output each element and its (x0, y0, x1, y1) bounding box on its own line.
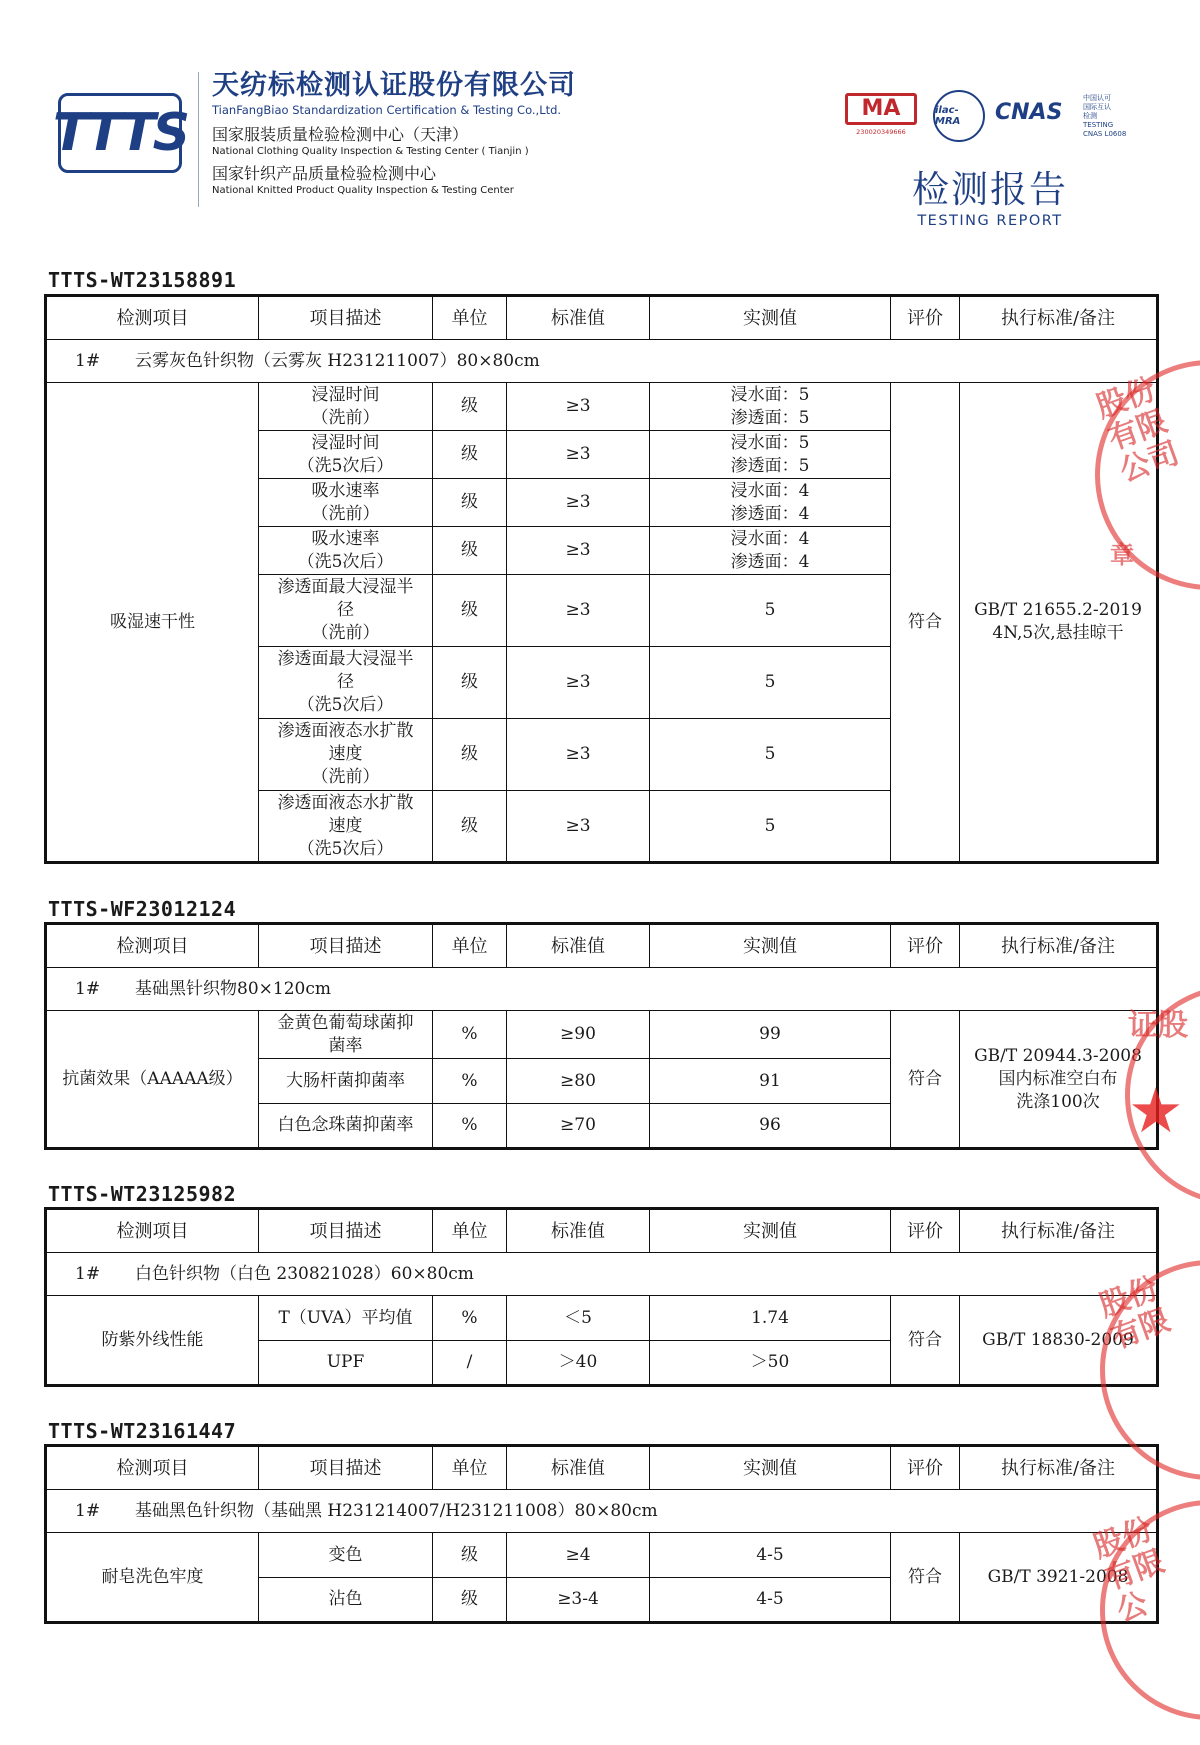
col-header-unit: 单位 (433, 924, 507, 968)
measured-value-cell: 99 (650, 1011, 891, 1059)
center2-name-en: National Knitted Product Quality Inspection & Testing Center (212, 185, 514, 196)
report-number: TTTS-WT23125982 (48, 1182, 237, 1206)
item-description: 浸湿时间 （洗前） (259, 383, 433, 431)
cnas-sub-line: CNAS L0608 (1083, 130, 1127, 138)
measured-value-cell: 浸水面：5 渗透面：5 (650, 431, 891, 479)
col-header-unit: 单位 (433, 1209, 507, 1253)
col-header-evaluation: 评价 (891, 924, 960, 968)
col-header-measured: 实测值 (650, 296, 891, 340)
sample-cell (46, 1490, 1158, 1533)
measured-value-cell: 4-5 (650, 1578, 891, 1623)
standard-value-cell: ≥80 (507, 1059, 650, 1104)
evaluation-cell: 符合 (891, 383, 960, 863)
standard-value-cell: ≥3 (507, 791, 650, 863)
report-number: TTTS-WF23012124 (48, 897, 237, 921)
sample-number: 1# (75, 1263, 101, 1284)
col-header-standard: 执行标准/备注 (960, 1446, 1158, 1490)
measured-value-cell: 96 (650, 1104, 891, 1149)
col-header-unit: 单位 (433, 296, 507, 340)
ilac-mra-logo: ilac-MRA (933, 90, 985, 142)
col-header-desc: 项目描述 (259, 296, 433, 340)
item-description: 渗透面最大浸湿半 径 （洗5次后） (259, 647, 433, 719)
item-description: 白色念珠菌抑菌率 (259, 1104, 433, 1149)
measured-value-cell: 浸水面：5 渗透面：5 (650, 383, 891, 431)
item-description: 渗透面液态水扩散 速度 （洗前） (259, 719, 433, 791)
report-title-en: TESTING REPORT (917, 213, 1063, 229)
col-header-standard: 执行标准/备注 (960, 924, 1158, 968)
unit-cell: 级 (433, 791, 507, 863)
measured-value-cell: ＞50 (650, 1341, 891, 1386)
measured-value-cell: 浸水面：4 渗透面：4 (650, 527, 891, 575)
standard-value-cell: ≥3-4 (507, 1578, 650, 1623)
unit-cell: % (433, 1296, 507, 1341)
col-header-desc: 项目描述 (259, 924, 433, 968)
unit-cell: 级 (433, 575, 507, 647)
standard-value-cell: ≥3 (507, 527, 650, 575)
cnas-sub-line: TESTING (1083, 121, 1114, 129)
measured-value-cell: 4-5 (650, 1533, 891, 1578)
test-item: 抗菌效果（AAAAA级） (46, 1011, 259, 1149)
measured-value-cell: 5 (650, 575, 891, 647)
center2-name-cn: 国家针织产品质量检验检测中心 (212, 164, 437, 183)
sample-cell (46, 968, 1158, 1011)
sample-row (46, 1490, 1158, 1533)
standard-cell: GB/T 3921-2008 (960, 1533, 1158, 1623)
standard-value-cell: ≥70 (507, 1104, 650, 1149)
standard-value-cell: ≥3 (507, 647, 650, 719)
test-item: 耐皂洗色牢度 (46, 1533, 259, 1623)
standard-value-cell: ＜5 (507, 1296, 650, 1341)
sample-number: 1# (75, 1500, 101, 1521)
seal-star-icon: ★ (1128, 1074, 1184, 1147)
standard-value-cell: ≥3 (507, 431, 650, 479)
measured-value-cell: 浸水面：4 渗透面：4 (650, 479, 891, 527)
table-header-row (46, 1209, 1158, 1253)
table-header-row (46, 1446, 1158, 1490)
certification-logos (845, 90, 1145, 140)
col-header-measured: 实测值 (650, 1209, 891, 1253)
standard-cell: GB/T 18830-2009 (960, 1296, 1158, 1386)
cnas-sub-line: 检测 (1083, 112, 1097, 120)
evaluation-cell: 符合 (891, 1533, 960, 1623)
seal-text: 股份有限公 (1089, 1511, 1170, 1630)
col-header-evaluation: 评价 (891, 296, 960, 340)
cnas-logo: CNAS (995, 100, 1063, 125)
col-header-desc: 项目描述 (259, 1209, 433, 1253)
col-header-evaluation: 评价 (891, 1209, 960, 1253)
sample-description: 基础黑色针织物（基础黑 H231214007/H231211008）80×80cm (135, 1500, 658, 1521)
sample-cell (46, 1253, 1158, 1296)
seal-text: 股份有限 (1094, 1270, 1175, 1357)
table-row (46, 1296, 1158, 1341)
measured-value-cell: 5 (650, 647, 891, 719)
ma-cert-number: 230020349666 (856, 128, 906, 136)
sample-row (46, 340, 1158, 383)
item-description: 吸水速率 （洗5次后） (259, 527, 433, 575)
unit-cell: 级 (433, 1578, 507, 1623)
seal-text: 证股 (1128, 1008, 1188, 1043)
measured-value-cell: 1.74 (650, 1296, 891, 1341)
center1-name-cn: 国家服装质量检验检测中心（天津） (212, 125, 469, 144)
company-name-en: TianFangBiao Standardization Certification & Testing Co.,Ltd. (212, 103, 562, 117)
unit-cell: % (433, 1104, 507, 1149)
header-divider (198, 72, 199, 207)
table-header-row (46, 924, 1158, 968)
sample-description: 基础黑针织物80×120cm (135, 978, 331, 999)
item-description: 金黄色葡萄球菌抑 菌率 (259, 1011, 433, 1059)
standard-value-cell: ≥3 (507, 719, 650, 791)
col-header-measured: 实测值 (650, 924, 891, 968)
col-header-item: 检测项目 (46, 296, 259, 340)
measured-value-cell: 5 (650, 719, 891, 791)
unit-cell: 级 (433, 431, 507, 479)
table-row (46, 1533, 1158, 1578)
cnas-sub-line: 中国认可 (1083, 94, 1111, 102)
item-description: 大肠杆菌抑菌率 (259, 1059, 433, 1104)
unit-cell: % (433, 1059, 507, 1104)
table-row (46, 383, 1158, 431)
sample-number: 1# (75, 978, 101, 999)
test-item: 吸湿速干性 (46, 383, 259, 863)
cnas-sub-line: 国际互认 (1083, 103, 1111, 111)
item-description: 浸湿时间 （洗5次后） (259, 431, 433, 479)
col-header-evaluation: 评价 (891, 1446, 960, 1490)
result-table (44, 1444, 1159, 1624)
result-table (44, 922, 1159, 1150)
unit-cell: 级 (433, 383, 507, 431)
col-header-standard-value: 标准值 (507, 296, 650, 340)
standard-value-cell: ≥3 (507, 575, 650, 647)
report-number: TTTS-WT23161447 (48, 1419, 237, 1443)
col-header-measured: 实测值 (650, 1446, 891, 1490)
table-header-row (46, 296, 1158, 340)
item-description: 变色 (259, 1533, 433, 1578)
company-logo: TTTS (58, 93, 182, 173)
standard-cell: GB/T 21655.2-2019 4N,5次,悬挂晾干 (960, 383, 1158, 863)
sample-description: 白色针织物（白色 230821028）60×80cm (135, 1263, 474, 1284)
sample-description: 云雾灰色针织物（云雾灰 H231211007）80×80cm (135, 350, 540, 371)
center1-name-en: National Clothing Quality Inspection & Testing Center ( Tianjin ) (212, 146, 529, 157)
sample-cell (46, 340, 1158, 383)
col-header-unit: 单位 (433, 1446, 507, 1490)
col-header-standard-value: 标准值 (507, 924, 650, 968)
unit-cell: 级 (433, 647, 507, 719)
company-name-cn: 天纺标检测认证股份有限公司 (212, 70, 576, 101)
report-title-cn: 检测报告 (912, 168, 1068, 211)
standard-value-cell: ≥90 (507, 1011, 650, 1059)
result-table (44, 1207, 1159, 1387)
unit-cell: 级 (433, 479, 507, 527)
cnas-subtitle (1083, 94, 1153, 139)
unit-cell: / (433, 1341, 507, 1386)
col-header-item: 检测项目 (46, 1209, 259, 1253)
item-description: 渗透面液态水扩散 速度 （洗5次后） (259, 791, 433, 863)
col-header-desc: 项目描述 (259, 1446, 433, 1490)
report-number: TTTS-WT23158891 (48, 268, 237, 292)
item-description: 吸水速率 （洗前） (259, 479, 433, 527)
col-header-standard-value: 标准值 (507, 1446, 650, 1490)
item-description: 渗透面最大浸湿半 径 （洗前） (259, 575, 433, 647)
standard-value-cell: ≥3 (507, 383, 650, 431)
col-header-item: 检测项目 (46, 924, 259, 968)
seal-text: 章 (1110, 541, 1134, 569)
col-header-item: 检测项目 (46, 1446, 259, 1490)
table-row (46, 1011, 1158, 1059)
ma-cert-logo: MA (845, 93, 917, 125)
standard-cell: GB/T 20944.3-2008 国内标准空白布 洗涤100次 (960, 1011, 1158, 1149)
col-header-standard: 执行标准/备注 (960, 1209, 1158, 1253)
standard-value-cell: ＞40 (507, 1341, 650, 1386)
unit-cell: 级 (433, 1533, 507, 1578)
sample-row (46, 1253, 1158, 1296)
standard-value-cell: ≥4 (507, 1533, 650, 1578)
report-title (880, 168, 1100, 230)
item-description: UPF (259, 1341, 433, 1386)
evaluation-cell: 符合 (891, 1296, 960, 1386)
unit-cell: 级 (433, 719, 507, 791)
col-header-standard-value: 标准值 (507, 1209, 650, 1253)
evaluation-cell: 符合 (891, 1011, 960, 1149)
test-item: 防紫外线性能 (46, 1296, 259, 1386)
measured-value-cell: 91 (650, 1059, 891, 1104)
measured-value-cell: 5 (650, 791, 891, 863)
sample-number: 1# (75, 350, 101, 371)
unit-cell: % (433, 1011, 507, 1059)
col-header-standard: 执行标准/备注 (960, 296, 1158, 340)
item-description: T（UVA）平均值 (259, 1296, 433, 1341)
sample-row (46, 968, 1158, 1011)
standard-value-cell: ≥3 (507, 479, 650, 527)
unit-cell: 级 (433, 527, 507, 575)
company-info (212, 70, 576, 202)
result-table (44, 294, 1159, 864)
item-description: 沾色 (259, 1578, 433, 1623)
seal-text: 股份有限公司 (1092, 371, 1184, 490)
